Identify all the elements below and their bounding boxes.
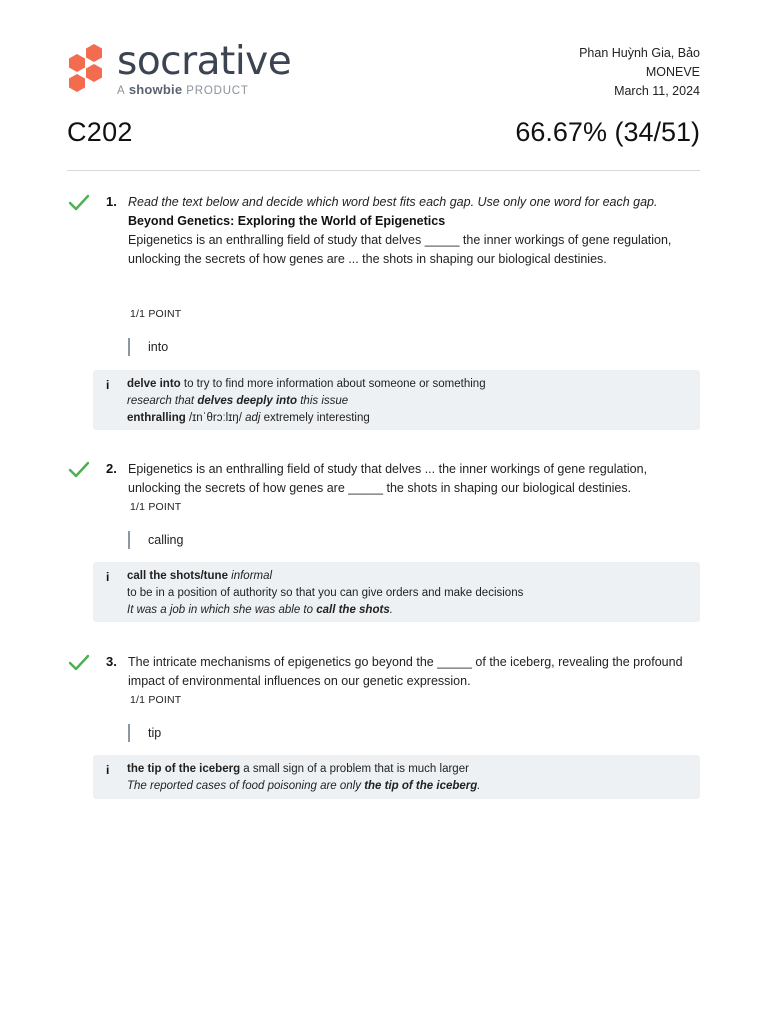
question-number: 1. — [106, 194, 117, 209]
brand-name: socrative — [117, 39, 292, 84]
report-meta — [579, 44, 700, 101]
student-answer: into — [128, 338, 168, 356]
socrative-logo — [67, 39, 307, 100]
question-number: 3. — [106, 654, 117, 669]
question-instruction: Read the text below and decide which word best fits each gap. Use only one word for each gap. — [128, 195, 658, 209]
question-text: Epigenetics is an enthralling field of study that delves ... the inner workings of gene regulation, unlocking the secrets of how genes are _____ the shots in shaping our biological destinies. — [128, 462, 648, 495]
checkmark-icon — [68, 194, 90, 212]
explanation-line: The reported cases of food poisoning are only the tip of the iceberg. — [127, 780, 481, 792]
info-icon: i — [106, 763, 110, 777]
brand-subtitle: A showbie PRODUCT — [117, 82, 249, 97]
question-passage: Epigenetics is an enthralling field of study that delves _____ the inner workings of gene regulation, unlocking the secrets of how genes are ... the shots in shaping our biological destinies. — [128, 233, 672, 266]
info-icon: i — [106, 378, 110, 392]
explanation-line: to be in a position of authority so that you can give orders and make decisions — [127, 587, 524, 599]
explanation-line: It was a job in which she was able to call the shots. — [127, 604, 393, 616]
points-label: 1/1 POINT — [130, 694, 182, 706]
question-text — [128, 193, 696, 269]
question-number: 2. — [106, 461, 117, 476]
info-icon: i — [106, 570, 110, 584]
header-divider — [67, 170, 700, 171]
quiz-score: 66.67% (34/51) — [515, 117, 700, 147]
points-label: 1/1 POINT — [130, 501, 182, 513]
student-answer: tip — [128, 724, 161, 742]
explanation-line: delve into to try to find more information about someone or something — [127, 378, 486, 390]
explanation-box — [93, 755, 700, 799]
quiz-title: C202 — [67, 117, 133, 147]
explanation-line: call the shots/tune informal — [127, 570, 273, 582]
question-heading: Beyond Genetics: Exploring the World of Epigenetics — [128, 214, 446, 228]
explanation-line: the tip of the iceberg a small sign of a problem that is much larger — [127, 763, 469, 775]
question-text: The intricate mechanisms of epigenetics go beyond the _____ of the iceberg, revealing the profound impact of environmental influences on our genetic expression. — [128, 655, 683, 688]
student-answer: calling — [128, 531, 183, 549]
explanation-line: research that delves deeply into this issue — [127, 395, 349, 407]
explanation-box — [93, 370, 700, 430]
points-label: 1/1 POINT — [130, 308, 182, 320]
class-name: MONEVE — [645, 65, 700, 79]
checkmark-icon — [68, 461, 90, 479]
student-name: Phan Huỳnh Gia, Bảo — [579, 46, 700, 60]
explanation-box — [93, 562, 700, 622]
report-date: March 11, 2024 — [614, 84, 700, 98]
checkmark-icon — [68, 654, 90, 672]
explanation-line: enthralling /ɪnˈθrɔːlɪŋ/ adj extremely interesting — [127, 412, 370, 424]
hexagon-logo-icon — [67, 44, 107, 96]
